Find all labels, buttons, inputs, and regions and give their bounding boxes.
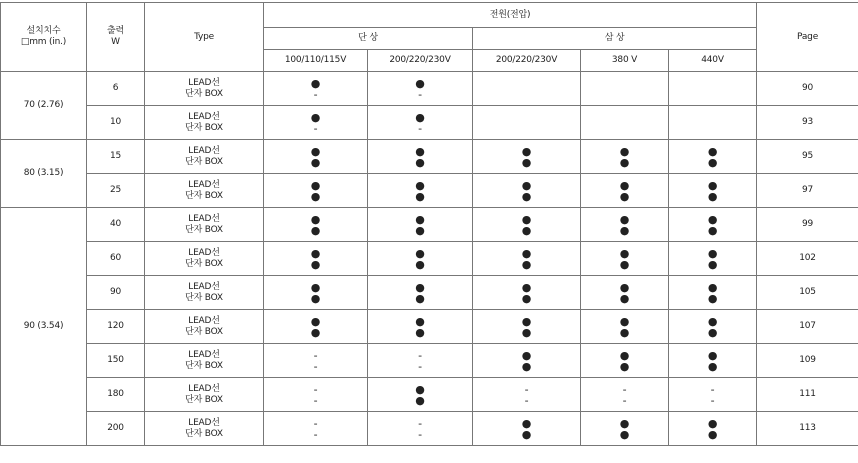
- mark-terminal-box: ●: [707, 427, 718, 441]
- availability-cell: [368, 310, 473, 344]
- availability-cell: [264, 106, 368, 140]
- type-terminal-box: 단자 BOX: [185, 428, 223, 439]
- mark-terminal-box: -: [313, 87, 318, 101]
- availability-cell: [264, 276, 368, 310]
- mark-lead: ●: [619, 314, 630, 328]
- size-cell: 70 (2.76): [1, 72, 87, 140]
- availability-cell: [473, 242, 581, 276]
- availability-cell: [581, 378, 669, 412]
- table-row: [1, 310, 858, 344]
- availability-cell: [473, 310, 581, 344]
- availability-cell: [669, 242, 757, 276]
- mark-terminal-box: ●: [521, 257, 532, 271]
- table-row: [1, 208, 858, 242]
- availability-cell: [669, 310, 757, 344]
- mark-terminal-box: -: [418, 121, 422, 135]
- availability-cell: [581, 106, 669, 140]
- availability-cell: [264, 174, 368, 208]
- mark-lead: ●: [310, 212, 321, 226]
- mark-lead: ●: [707, 144, 718, 158]
- mark-terminal-box: ●: [310, 291, 321, 305]
- availability-cell: [669, 140, 757, 174]
- mark-lead: -: [418, 348, 422, 362]
- mark-lead: ●: [310, 110, 321, 124]
- mark-lead: ●: [310, 76, 321, 90]
- type-terminal-box: 단자 BOX: [185, 292, 223, 303]
- type-lead: LEAD선: [188, 417, 220, 428]
- type-lead: LEAD선: [188, 281, 220, 292]
- mark-lead: ●: [619, 280, 630, 294]
- mark-terminal-box: -: [418, 359, 422, 373]
- mark-terminal-box: [473, 123, 580, 134]
- type-cell: [145, 310, 264, 344]
- mark-terminal-box: ●: [707, 359, 718, 373]
- mark-lead: ●: [415, 144, 425, 158]
- availability-cell: [368, 208, 473, 242]
- table-row: [1, 140, 858, 174]
- output-cell: 180: [87, 378, 145, 412]
- mark-lead: ●: [415, 280, 425, 294]
- type-cell: [145, 242, 264, 276]
- availability-cell: [473, 378, 581, 412]
- mark-lead: ●: [619, 212, 630, 226]
- mark-terminal-box: ●: [521, 325, 532, 339]
- mark-terminal-box: ●: [521, 223, 532, 237]
- mark-terminal-box: -: [313, 427, 318, 441]
- type-lead: LEAD선: [188, 247, 220, 258]
- type-cell: [145, 72, 264, 106]
- page-header: Page: [757, 3, 858, 72]
- mark-terminal-box: ●: [707, 155, 718, 169]
- mark-lead: ●: [415, 382, 425, 396]
- type-lead: LEAD선: [188, 145, 220, 156]
- mark-lead: ●: [310, 178, 321, 192]
- mark-terminal-box: ●: [310, 155, 321, 169]
- availability-cell: [581, 276, 669, 310]
- page-cell: 113: [757, 412, 858, 446]
- output-cell: 15: [87, 140, 145, 174]
- spec-table: [0, 2, 858, 446]
- mark-lead: -: [710, 382, 715, 396]
- mark-lead: ●: [707, 348, 718, 362]
- table-row: [1, 242, 858, 276]
- type-lead: LEAD선: [188, 179, 220, 190]
- type-cell: [145, 106, 264, 140]
- availability-cell: [473, 344, 581, 378]
- type-cell: [145, 208, 264, 242]
- availability-cell: [264, 208, 368, 242]
- output-cell: 60: [87, 242, 145, 276]
- availability-cell: [368, 140, 473, 174]
- mark-lead: ●: [707, 246, 718, 260]
- type-cell: [145, 174, 264, 208]
- availability-cell: [264, 378, 368, 412]
- type-terminal-box: 단자 BOX: [185, 224, 223, 235]
- availability-cell: [368, 344, 473, 378]
- availability-cell: [368, 174, 473, 208]
- page-cell: 95: [757, 140, 858, 174]
- table-row: [1, 72, 858, 106]
- mark-terminal-box: ●: [619, 325, 630, 339]
- mark-lead: [669, 112, 756, 123]
- availability-cell: [368, 378, 473, 412]
- availability-cell: [368, 72, 473, 106]
- mark-terminal-box: -: [418, 427, 422, 441]
- availability-cell: [264, 310, 368, 344]
- mark-terminal-box: ●: [619, 359, 630, 373]
- page-cell: 99: [757, 208, 858, 242]
- type-header: Type: [145, 3, 264, 72]
- output-cell: 25: [87, 174, 145, 208]
- mark-terminal-box: ●: [310, 223, 321, 237]
- mark-lead: ●: [310, 246, 321, 260]
- mark-lead: ●: [521, 416, 532, 430]
- mark-terminal-box: ●: [521, 291, 532, 305]
- page-cell: 107: [757, 310, 858, 344]
- type-terminal-box: 단자 BOX: [185, 360, 223, 371]
- voltage-header: 440V: [669, 50, 757, 72]
- mark-terminal-box: ●: [415, 189, 425, 203]
- output-cell: 6: [87, 72, 145, 106]
- mark-lead: [581, 78, 668, 89]
- mark-terminal-box: ●: [415, 223, 425, 237]
- mark-terminal-box: ●: [521, 359, 532, 373]
- availability-cell: [264, 242, 368, 276]
- availability-cell: [669, 412, 757, 446]
- availability-cell: [581, 344, 669, 378]
- availability-cell: [581, 310, 669, 344]
- mark-terminal-box: ●: [619, 427, 630, 441]
- availability-cell: [669, 276, 757, 310]
- availability-cell: [669, 106, 757, 140]
- mark-lead: ●: [707, 178, 718, 192]
- voltage-header: 200/220/230V: [473, 50, 581, 72]
- mark-lead: ●: [310, 314, 321, 328]
- mark-terminal-box: -: [524, 393, 529, 407]
- table-row: [1, 378, 858, 412]
- availability-cell: [473, 208, 581, 242]
- availability-cell: [581, 140, 669, 174]
- availability-cell: [473, 412, 581, 446]
- mark-terminal-box: ●: [415, 325, 425, 339]
- mark-terminal-box: -: [313, 393, 318, 407]
- mark-lead: ●: [707, 416, 718, 430]
- mark-terminal-box: [473, 89, 580, 100]
- mark-terminal-box: ●: [310, 257, 321, 271]
- output-header: 출력 W: [87, 3, 145, 72]
- mark-terminal-box: ●: [521, 427, 532, 441]
- type-cell: [145, 378, 264, 412]
- availability-cell: [368, 412, 473, 446]
- mark-terminal-box: [669, 89, 756, 100]
- output-cell: 120: [87, 310, 145, 344]
- mark-lead: [473, 112, 580, 123]
- mark-terminal-box: [669, 123, 756, 134]
- availability-cell: [669, 72, 757, 106]
- mark-terminal-box: -: [622, 393, 627, 407]
- availability-cell: [473, 276, 581, 310]
- mark-lead: -: [313, 348, 318, 362]
- output-cell: 200: [87, 412, 145, 446]
- availability-cell: [581, 412, 669, 446]
- mark-lead: ●: [707, 314, 718, 328]
- size-cell: 90 (3.54): [1, 208, 87, 446]
- mark-lead: ●: [707, 280, 718, 294]
- mark-lead: ●: [521, 280, 532, 294]
- type-terminal-box: 단자 BOX: [185, 394, 223, 405]
- single-phase-header: 단 상: [264, 28, 473, 50]
- page-cell: 97: [757, 174, 858, 208]
- availability-cell: [669, 378, 757, 412]
- type-terminal-box: 단자 BOX: [185, 88, 223, 99]
- mark-lead: -: [313, 382, 318, 396]
- mark-terminal-box: ●: [707, 189, 718, 203]
- mark-lead: ●: [415, 110, 425, 124]
- mark-terminal-box: ●: [707, 223, 718, 237]
- mark-lead: ●: [415, 76, 425, 90]
- mark-terminal-box: ●: [707, 257, 718, 271]
- table-row: [1, 174, 858, 208]
- availability-cell: [473, 140, 581, 174]
- mark-lead: ●: [521, 144, 532, 158]
- type-lead: LEAD선: [188, 349, 220, 360]
- mark-lead: ●: [521, 246, 532, 260]
- type-terminal-box: 단자 BOX: [185, 156, 223, 167]
- mark-terminal-box: -: [313, 359, 318, 373]
- availability-cell: [264, 140, 368, 174]
- mark-terminal-box: ●: [619, 291, 630, 305]
- mark-lead: -: [524, 382, 529, 396]
- mark-terminal-box: ●: [415, 155, 425, 169]
- availability-cell: [473, 174, 581, 208]
- type-lead: LEAD선: [188, 213, 220, 224]
- table-row: [1, 276, 858, 310]
- mark-terminal-box: -: [313, 121, 318, 135]
- type-lead: LEAD선: [188, 77, 220, 88]
- page-cell: 111: [757, 378, 858, 412]
- mark-terminal-box: ●: [415, 257, 425, 271]
- availability-cell: [581, 174, 669, 208]
- output-cell: 90: [87, 276, 145, 310]
- mark-terminal-box: [581, 123, 668, 134]
- mark-lead: ●: [521, 178, 532, 192]
- type-cell: [145, 276, 264, 310]
- availability-cell: [368, 106, 473, 140]
- mark-terminal-box: ●: [310, 189, 321, 203]
- availability-cell: [368, 276, 473, 310]
- mark-lead: [473, 78, 580, 89]
- availability-cell: [669, 208, 757, 242]
- page-cell: 93: [757, 106, 858, 140]
- mark-terminal-box: ●: [619, 223, 630, 237]
- mark-lead: ●: [521, 212, 532, 226]
- type-cell: [145, 412, 264, 446]
- power-header: 전원(전압): [264, 3, 757, 28]
- availability-cell: [264, 72, 368, 106]
- page-cell: 105: [757, 276, 858, 310]
- mark-terminal-box: ●: [415, 291, 425, 305]
- mark-lead: ●: [310, 144, 321, 158]
- availability-cell: [669, 174, 757, 208]
- three-phase-header: 삼 상: [473, 28, 757, 50]
- mark-lead: [669, 78, 756, 89]
- type-terminal-box: 단자 BOX: [185, 122, 223, 133]
- availability-cell: [264, 412, 368, 446]
- mark-terminal-box: ●: [619, 189, 630, 203]
- type-cell: [145, 140, 264, 174]
- mark-terminal-box: ●: [619, 257, 630, 271]
- table-row: [1, 344, 858, 378]
- mark-terminal-box: -: [710, 393, 715, 407]
- mark-terminal-box: ●: [619, 155, 630, 169]
- output-cell: 150: [87, 344, 145, 378]
- size-cell: 80 (3.15): [1, 140, 87, 208]
- mark-lead: ●: [310, 280, 321, 294]
- output-cell: 40: [87, 208, 145, 242]
- table-row: [1, 412, 858, 446]
- type-terminal-box: 단자 BOX: [185, 258, 223, 269]
- mark-lead: ●: [415, 178, 425, 192]
- voltage-header: 380 V: [581, 50, 669, 72]
- size-header: 설치치수 □mm (in.): [1, 3, 87, 72]
- page-cell: 90: [757, 72, 858, 106]
- availability-cell: [473, 106, 581, 140]
- mark-lead: -: [418, 416, 422, 430]
- mark-lead: ●: [619, 178, 630, 192]
- mark-lead: ●: [619, 348, 630, 362]
- output-cell: 10: [87, 106, 145, 140]
- mark-terminal-box: -: [418, 87, 422, 101]
- type-cell: [145, 344, 264, 378]
- mark-terminal-box: ●: [521, 189, 532, 203]
- type-terminal-box: 단자 BOX: [185, 326, 223, 337]
- page-cell: 109: [757, 344, 858, 378]
- mark-terminal-box: ●: [521, 155, 532, 169]
- table-row: [1, 106, 858, 140]
- availability-cell: [581, 72, 669, 106]
- availability-cell: [669, 344, 757, 378]
- voltage-header: 200/220/230V: [368, 50, 473, 72]
- type-lead: LEAD선: [188, 383, 220, 394]
- type-lead: LEAD선: [188, 315, 220, 326]
- mark-terminal-box: ●: [707, 291, 718, 305]
- mark-terminal-box: ●: [707, 325, 718, 339]
- availability-cell: [368, 242, 473, 276]
- voltage-header: 100/110/115V: [264, 50, 368, 72]
- mark-lead: -: [313, 416, 318, 430]
- mark-lead: ●: [619, 246, 630, 260]
- mark-lead: -: [622, 382, 627, 396]
- mark-terminal-box: ●: [310, 325, 321, 339]
- mark-lead: ●: [619, 416, 630, 430]
- mark-lead: ●: [707, 212, 718, 226]
- mark-lead: ●: [521, 314, 532, 328]
- mark-lead: ●: [415, 246, 425, 260]
- page-cell: 102: [757, 242, 858, 276]
- mark-terminal-box: ●: [415, 393, 425, 407]
- mark-lead: ●: [619, 144, 630, 158]
- availability-cell: [473, 72, 581, 106]
- availability-cell: [264, 344, 368, 378]
- availability-cell: [581, 208, 669, 242]
- mark-lead: ●: [415, 314, 425, 328]
- type-lead: LEAD선: [188, 111, 220, 122]
- availability-cell: [581, 242, 669, 276]
- type-terminal-box: 단자 BOX: [185, 190, 223, 201]
- mark-lead: [581, 112, 668, 123]
- mark-lead: ●: [521, 348, 532, 362]
- mark-terminal-box: [581, 89, 668, 100]
- mark-lead: ●: [415, 212, 425, 226]
